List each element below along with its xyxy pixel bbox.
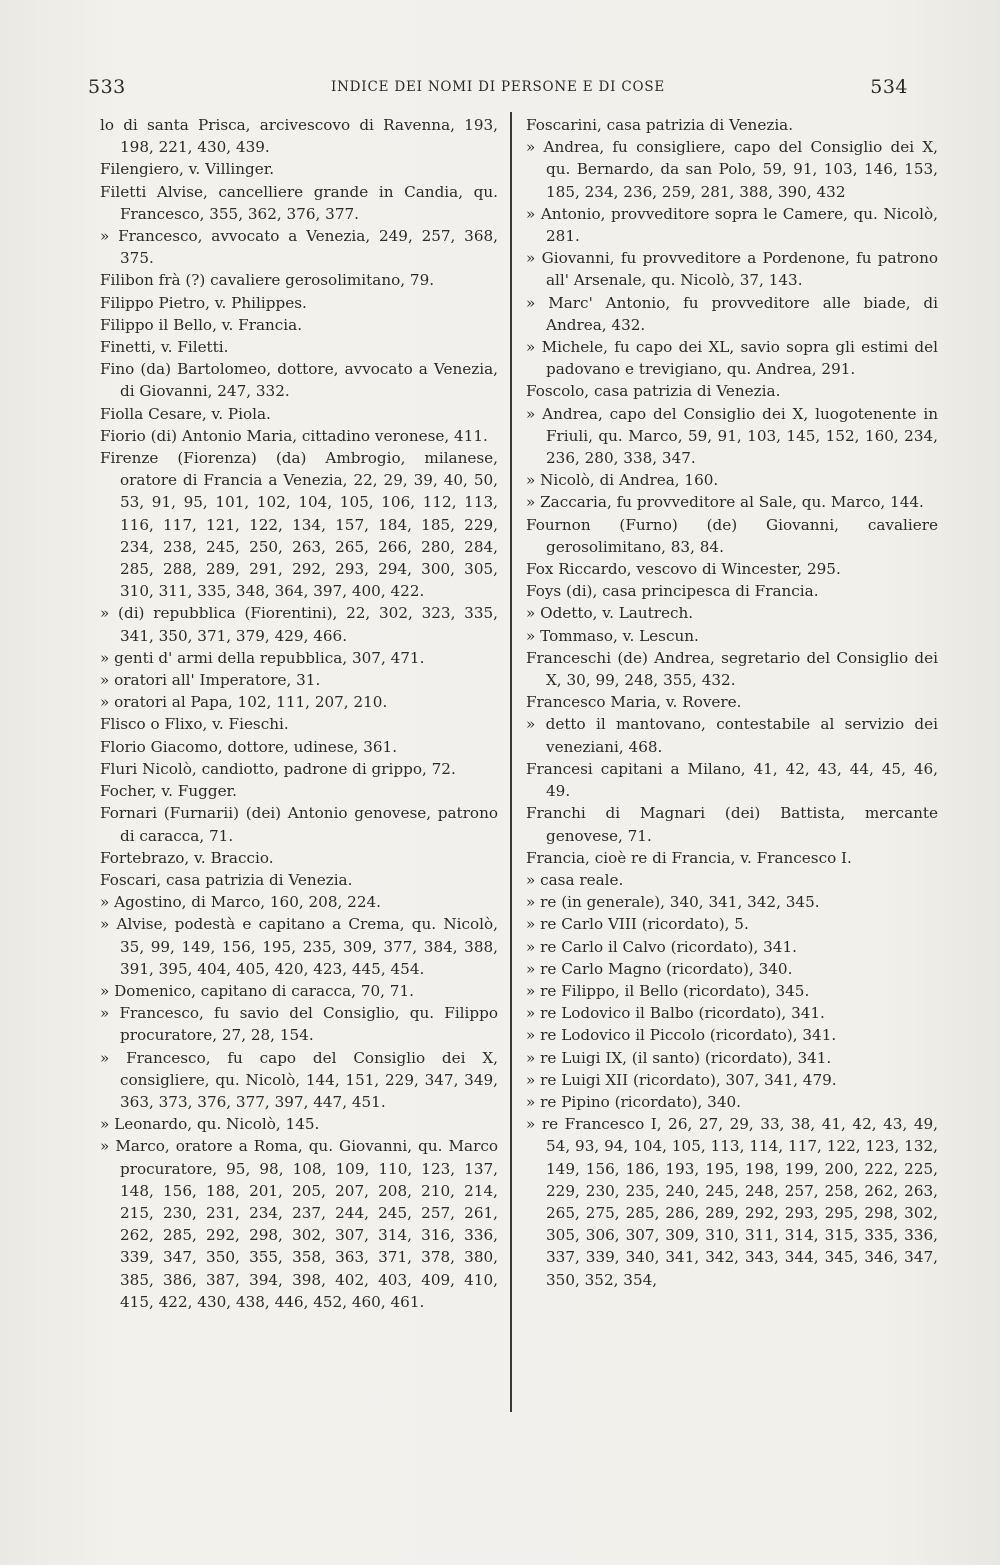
index-subentry: » re Carlo VIII (ricordato), 5. bbox=[526, 915, 749, 934]
index-subentry: » Giovanni, fu provveditore a Pordenone, fu patrono all' Arsenale, qu. Nicolò, 37, 143. bbox=[526, 249, 938, 290]
index-entry: lo di santa Prisca, arcivescovo di Ravenna, 193, 198, 221, 430, 439. bbox=[100, 116, 498, 157]
index-subentry: » re Luigi IX, (il santo) (ricordato), 341. bbox=[526, 1048, 832, 1067]
index-entry: Filetti Alvise, cancelliere grande in Candia, qu. Francesco, 355, 362, 376, 377. bbox=[100, 182, 498, 223]
index-entry: Franchi di Magnari (dei) Battista, mercante genovese, 71. bbox=[526, 804, 938, 845]
index-subentry: » Francesco, fu capo del Consiglio dei X, consigliere, qu. Nicolò, 144, 151, 229, 347, 349, 363, 373, 376, 377, 397, 447, 451. bbox=[100, 1048, 498, 1111]
index-subentry: » Andrea, capo del Consiglio dei X, luogotenente in Friuli, qu. Marco, 59, 91, 103, 145, 152, 160, 234, 236, 280, 338, 347. bbox=[526, 404, 938, 468]
running-header bbox=[88, 76, 908, 100]
index-entry: Flisco o Flixo, v. Fieschi. bbox=[100, 715, 289, 734]
index-entry: Finetti, v. Filetti. bbox=[100, 338, 229, 357]
index-subentry: » Francesco, fu savio del Consiglio, qu. Filippo procuratore, 27, 28, 154. bbox=[100, 1004, 498, 1045]
index-subentry: » Agostino, di Marco, 160, 208, 224. bbox=[100, 893, 381, 912]
index-entry: Francesi capitani a Milano, 41, 42, 43, 44, 45, 46, 49. bbox=[526, 759, 938, 801]
index-subentry: » re Lodovico il Piccolo (ricordato), 341. bbox=[526, 1026, 837, 1045]
index-entry: Francia, cioè re di Francia, v. Francesco I. bbox=[526, 848, 852, 867]
index-entry: Filengiero, v. Villinger. bbox=[100, 160, 275, 179]
index-entry: Firenze (Fiorenza) (da) Ambrogio, milanese, oratore di Francia a Venezia, 22, 29, 39, 40, 50, 53, 91, 95, 101, 102, 104, 105, 106, 112, 113, 116, 117, 121, 122, 134, 157, 184, 185, 229, 234, 238, 245, 250, 263, 265, 266, 280, 284, 285, 288, 289, 291, 292, 293, 294, 300, 305, 310, 311, 335, 348, 364, 397, 400, 422. bbox=[100, 449, 498, 601]
index-entry: Francesco Maria, v. Rovere. bbox=[526, 693, 742, 712]
index-entry: Foscari, casa patrizia di Venezia. bbox=[100, 870, 353, 889]
index-subentry: » oratori all' Imperatore, 31. bbox=[100, 671, 321, 690]
index-subentry: » re (in generale), 340, 341, 342, 345. bbox=[526, 893, 820, 912]
index-subentry: » Leonardo, qu. Nicolò, 145. bbox=[100, 1115, 320, 1134]
index-entry: Fornari (Furnarii) (dei) Antonio genovese, patrono di caracca, 71. bbox=[100, 804, 498, 845]
index-subentry: » Antonio, provveditore sopra le Camere, qu. Nicolò, 281. bbox=[526, 204, 938, 246]
index-entry: Filippo Pietro, v. Philippes. bbox=[100, 293, 307, 312]
index-subentry: » re Luigi XII (ricordato), 307, 341, 479. bbox=[526, 1070, 837, 1089]
index-entry: Fournon (Furno) (de) Giovanni, cavaliere gerosolimitano, 83, 84. bbox=[526, 515, 938, 556]
index-entry: Fino (da) Bartolomeo, dottore, avvocato a Venezia, di Giovanni, 247, 332. bbox=[100, 360, 498, 401]
page-number-right: 534 bbox=[870, 76, 908, 98]
index-entry: Filibon frà (?) cavaliere gerosolimitano, 79. bbox=[100, 271, 435, 290]
index-entry: Franceschi (de) Andrea, segretario del Consiglio dei X, 30, 99, 248, 355, 432. bbox=[526, 648, 938, 690]
index-subentry: » re Carlo Magno (ricordato), 340. bbox=[526, 959, 793, 978]
index-subentry: » Tommaso, v. Lescun. bbox=[526, 626, 699, 645]
index-subentry: » Domenico, capitano di caracca, 70, 71. bbox=[100, 981, 414, 1000]
index-subentry: » genti d' armi della repubblica, 307, 471. bbox=[100, 648, 425, 667]
index-subentry: » Nicolò, di Andrea, 160. bbox=[526, 471, 719, 490]
index-subentry: » re Lodovico il Balbo (ricordato), 341. bbox=[526, 1004, 825, 1023]
left-column bbox=[100, 114, 498, 1313]
index-subentry: » Odetto, v. Lautrech. bbox=[526, 604, 694, 623]
index-entry: Fortebrazo, v. Braccio. bbox=[100, 848, 274, 867]
header-title: INDICE DEI NOMI DI PERSONE E DI COSE bbox=[330, 79, 666, 95]
page-number-left: 533 bbox=[88, 76, 126, 98]
index-subentry: » (di) repubblica (Fiorentini), 22, 302, 323, 335, 341, 350, 371, 379, 429, 466. bbox=[100, 604, 498, 645]
index-subentry: » Alvise, podestà e capitano a Crema, qu. Nicolò, 35, 99, 149, 156, 195, 235, 309, 377, 384, 388, 391, 395, 404, 405, 420, 423, 445, 454. bbox=[100, 915, 498, 978]
index-subentry: » Francesco, avvocato a Venezia, 249, 257, 368, 375. bbox=[100, 227, 498, 268]
index-entry: Foscolo, casa patrizia di Venezia. bbox=[526, 382, 781, 401]
index-entry: Focher, v. Fugger. bbox=[100, 782, 237, 801]
index-subentry: » re Pipino (ricordato), 340. bbox=[526, 1092, 741, 1111]
index-entry: Florio Giacomo, dottore, udinese, 361. bbox=[100, 737, 398, 756]
index-subentry: » oratori al Papa, 102, 111, 207, 210. bbox=[100, 693, 388, 712]
index-entry: Fiolla Cesare, v. Piola. bbox=[100, 404, 271, 423]
index-subentry: » Michele, fu capo dei XL, savio sopra gli estimi del padovano e trevigiano, qu. Andrea, 291. bbox=[526, 338, 938, 379]
index-subentry: » detto il mantovano, contestabile al servizio dei veneziani, 468. bbox=[526, 715, 938, 756]
index-subentry: » casa reale. bbox=[526, 870, 624, 889]
index-subentry: » Zaccaria, fu provveditore al Sale, qu. Marco, 144. bbox=[526, 493, 924, 512]
index-entry: Fluri Nicolò, candiotto, padrone di grippo, 72. bbox=[100, 759, 456, 778]
index-subentry: » re Filippo, il Bello (ricordato), 345. bbox=[526, 981, 810, 1000]
index-entry: Fiorio (di) Antonio Maria, cittadino veronese, 411. bbox=[100, 426, 488, 445]
index-subentry: » re Carlo il Calvo (ricordato), 341. bbox=[526, 937, 797, 956]
right-column bbox=[526, 114, 938, 1291]
index-subentry: » re Francesco I, 26, 27, 29, 33, 38, 41, 42, 43, 49, 54, 93, 94, 104, 105, 113, 114, 117, 122, 123, 132, 149, 156, 186, 193, 195, 198, 199, 200, 222, 225, 229, 230, 235, 240, 245, 248, 257, 258, 262, 263, 265, 275, 285, 286, 289, 292, 293, 295, 298, 302, 305, 306, 307, 309, 310, 311, 314, 315, 335, 336, 337, 339, 340, 341, 342, 343, 344, 345, 346, 347, 350, 352, 354, bbox=[526, 1115, 938, 1289]
index-subentry: » Marc' Antonio, fu provveditore alle biade, di Andrea, 432. bbox=[526, 293, 938, 334]
index-entry: Filippo il Bello, v. Francia. bbox=[100, 315, 303, 334]
index-subentry: » Marco, oratore a Roma, qu. Giovanni, qu. Marco procuratore, 95, 98, 108, 109, 110, 123, 137, 148, 156, 188, 201, 205, 207, 208, 210, 214, 215, 230, 231, 234, 237, 244, 245, 257, 261, 262, 285, 292, 298, 302, 307, 314, 316, 336, 339, 347, 350, 355, 358, 363, 371, 378, 380, 385, 386, 387, 394, 398, 402, 403, 409, 410, 415, 422, 430, 438, 446, 452, 460, 461. bbox=[100, 1137, 498, 1311]
index-subentry: » Andrea, fu consigliere, capo del Consiglio dei X, qu. Bernardo, da san Polo, 59, 91, 103, 146, 153, 185, 234, 236, 259, 281, 388, 390, 432 bbox=[526, 138, 938, 201]
index-entry: Foys (di), casa principesca di Francia. bbox=[526, 582, 819, 601]
index-entry: Fox Riccardo, vescovo di Wincester, 295. bbox=[526, 560, 841, 579]
index-entry: Foscarini, casa patrizia di Venezia. bbox=[526, 116, 794, 134]
column-divider bbox=[510, 112, 512, 1412]
